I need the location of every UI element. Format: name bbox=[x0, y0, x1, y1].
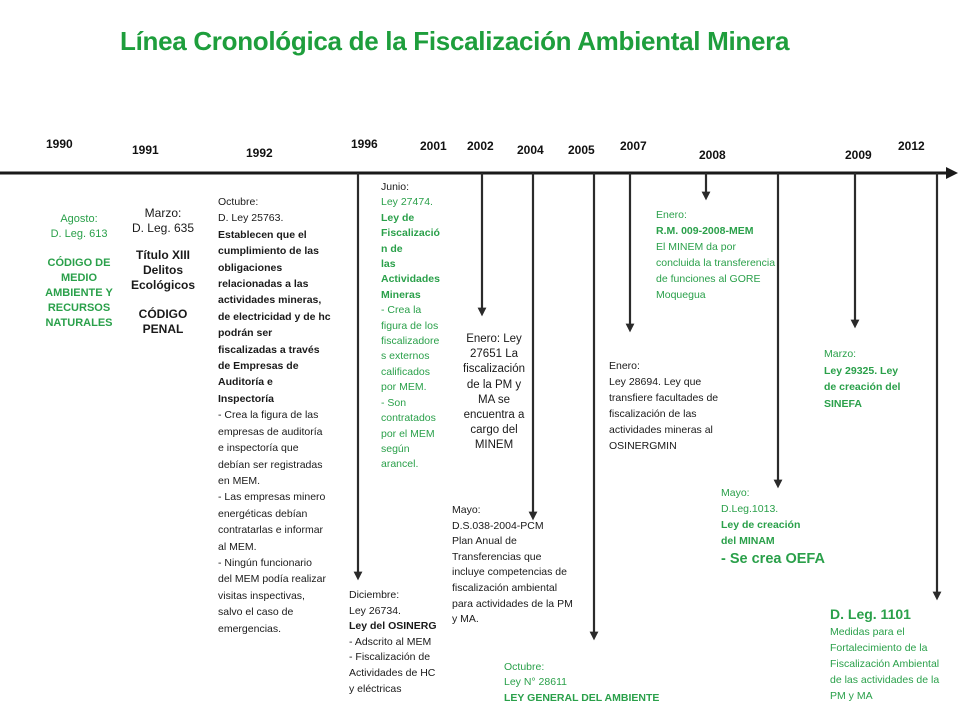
year-label: 1991 bbox=[132, 143, 159, 157]
event-2007: Enero: Ley 28694. Ley que transfiere facultades de fiscalización de las actividades mineras al OSINERGMIN bbox=[609, 360, 719, 452]
event-2012: D. Leg. 1101 Medidas para el Fortalecimiento de la Fiscalización Ambiental de las actividades de la PM y MA bbox=[830, 606, 940, 702]
event-2001: Junio: Ley 27474. Ley de Fiscalizació n de las Actividades Mineras - Crea la figura de los fiscalizadore s externos calificados por MEM. - Son contratados por el MEM según arancel. bbox=[381, 181, 440, 471]
event-2002: Enero: Ley 27651 La fiscalización de la PM y MA se encuentra a cargo del MINEM bbox=[463, 333, 525, 452]
event-1996: Diciembre: Ley 26734. Ley del OSINERG - Adscrito al MEM - Fiscalización de Actividades de HC y eléctricas bbox=[349, 589, 437, 695]
event-2009-marzo: Marzo: Ley 29325. Ley de creación del SINEFA bbox=[824, 348, 901, 410]
event-2008: Enero: R.M. 009-2008-MEM El MINEM da por concluida la transferencia de funciones al GORE Moquegua bbox=[656, 209, 776, 301]
event-1990: Agosto: D. Leg. 613 CÓDIGO DE MEDIO AMBIENTE Y RECURSOS NATURALES bbox=[45, 213, 113, 329]
year-label: 2001 bbox=[420, 139, 447, 153]
year-label: 2004 bbox=[517, 143, 544, 157]
event-2009-mayo: Mayo: D.Leg.1013. Ley de creación del MINAM - Se crea OEFA bbox=[721, 487, 825, 567]
page-title: Línea Cronológica de la Fiscalización Ambiental Minera bbox=[120, 26, 790, 56]
year-label: 1992 bbox=[246, 146, 273, 160]
year-label: 2005 bbox=[568, 143, 595, 157]
event-2004: Mayo: D.S.038-2004-PCM Plan Anual de Transferencias que incluye competencias de fiscalización ambiental para actividades de la PM y MA. bbox=[452, 504, 573, 626]
year-label: 2012 bbox=[898, 139, 925, 153]
year-label: 1996 bbox=[351, 137, 378, 151]
year-label: 2002 bbox=[467, 139, 494, 153]
event-2005: Octubre: Ley N° 28611 LEY GENERAL DEL AMBIENTE bbox=[504, 661, 660, 704]
year-label: 1990 bbox=[46, 137, 73, 151]
year-label: 2009 bbox=[845, 148, 872, 162]
event-1991: Marzo: D. Leg. 635 Título XIII Delitos Ecológicos CÓDIGO PENAL bbox=[130, 206, 195, 336]
year-label: 2008 bbox=[699, 148, 726, 162]
event-1992: Octubre: D. Ley 25763. Establecen que el cumplimiento de las obligaciones relacionadas a las actividades mineras, de electricidad y de hc podrán ser fiscalizadas a través de Empresas de Auditoría e Inspectoría - Crea la figura de las empresas de auditoría e inspectoría que debían ser registradas en MEM. - Las empresas minero energéticas debían contratarlas e informar al MEM. - Ningún funcionario del MEM podía realizar visitas inspectivas, salvo el caso de emergencias. bbox=[218, 196, 331, 635]
year-label: 2007 bbox=[620, 139, 647, 153]
